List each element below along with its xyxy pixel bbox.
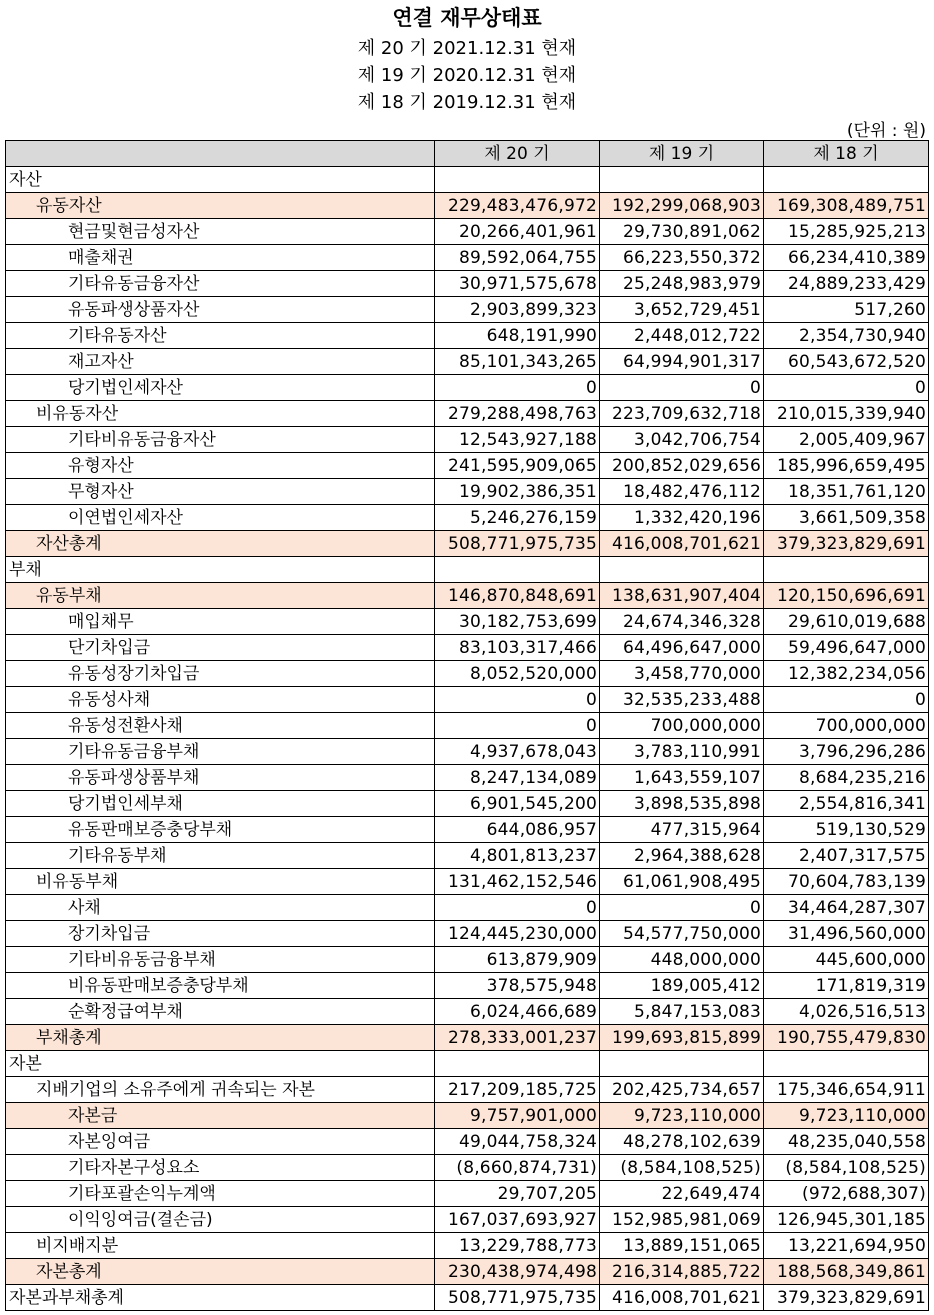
value-period-18: 60,543,672,520 (764, 349, 929, 375)
account-label: 유동판매보증충당부채 (6, 817, 435, 843)
value-period-18: (972,688,307) (764, 1181, 929, 1207)
account-label: 비유동판매보증충당부채 (6, 973, 435, 999)
value-period-18: 185,996,659,495 (764, 453, 929, 479)
value-period-18: 517,260 (764, 297, 929, 323)
value-period-18: 4,026,516,513 (764, 999, 929, 1025)
account-label: 유동자산 (6, 193, 435, 219)
table-row (6, 999, 929, 1025)
table-row (6, 843, 929, 869)
value-period-18: 2,354,730,940 (764, 323, 929, 349)
value-period-19: 54,577,750,000 (600, 921, 764, 947)
value-period-19: 189,005,412 (600, 973, 764, 999)
table-row (6, 531, 929, 557)
value-period-18: 210,015,339,940 (764, 401, 929, 427)
account-label: 유동부채 (6, 583, 435, 609)
value-period-19: 216,314,885,722 (600, 1259, 764, 1285)
table-row (6, 1103, 929, 1129)
value-period-19: 2,448,012,722 (600, 323, 764, 349)
value-period-19: 2,964,388,628 (600, 843, 764, 869)
table-row (6, 739, 929, 765)
value-period-20: 20,266,401,961 (435, 219, 600, 245)
account-label: 이연법인세자산 (6, 505, 435, 531)
value-period-20: 83,103,317,466 (435, 635, 600, 661)
table-row (6, 297, 929, 323)
value-period-19: 199,693,815,899 (600, 1025, 764, 1051)
value-period-20 (435, 1051, 600, 1077)
value-period-18: 12,382,234,056 (764, 661, 929, 687)
value-period-20: 278,333,001,237 (435, 1025, 600, 1051)
account-label: 기타유동금융자산 (6, 271, 435, 297)
account-label: 자본 (6, 1051, 435, 1077)
value-period-19: 13,889,151,065 (600, 1233, 764, 1259)
value-period-18: (8,584,108,525) (764, 1155, 929, 1181)
value-period-20: 30,182,753,699 (435, 609, 600, 635)
value-period-18: 3,661,509,358 (764, 505, 929, 531)
period-line-20: 제 20 기 2021.12.31 현재 (357, 38, 577, 59)
value-period-18: 2,407,317,575 (764, 843, 929, 869)
table-row (6, 713, 929, 739)
value-period-20: 0 (435, 375, 600, 401)
account-label: 기타자본구성요소 (6, 1155, 435, 1181)
value-period-19: 138,631,907,404 (600, 583, 764, 609)
account-label: 무형자산 (6, 479, 435, 505)
period-line-18: 제 18 기 2019.12.31 현재 (357, 92, 577, 113)
value-period-18: 48,235,040,558 (764, 1129, 929, 1155)
value-period-20: 378,575,948 (435, 973, 600, 999)
account-label: 자산총계 (6, 531, 435, 557)
value-period-18: 190,755,479,830 (764, 1025, 929, 1051)
account-label: 당기법인세부채 (6, 791, 435, 817)
account-label: 현금및현금성자산 (6, 219, 435, 245)
statement-title: 연결 재무상태표 (392, 6, 542, 30)
account-label: 재고자산 (6, 349, 435, 375)
value-period-19: 700,000,000 (600, 713, 764, 739)
value-period-18: 8,684,235,216 (764, 765, 929, 791)
account-label: 이익잉여금(결손금) (6, 1207, 435, 1233)
value-period-19: 66,223,550,372 (600, 245, 764, 271)
value-period-20: 146,870,848,691 (435, 583, 600, 609)
table-row (6, 1207, 929, 1233)
value-period-18: 0 (764, 687, 929, 713)
account-label: 자본금 (6, 1103, 435, 1129)
value-period-18 (764, 167, 929, 193)
account-label: 매입채무 (6, 609, 435, 635)
account-label: 자산 (6, 167, 435, 193)
table-row (6, 245, 929, 271)
table-row (6, 661, 929, 687)
value-period-19: 9,723,110,000 (600, 1103, 764, 1129)
value-period-19: 22,649,474 (600, 1181, 764, 1207)
table-row (6, 895, 929, 921)
account-label: 비유동자산 (6, 401, 435, 427)
balance-sheet-table (5, 140, 929, 1311)
value-period-18: 175,346,654,911 (764, 1077, 929, 1103)
table-row (6, 505, 929, 531)
value-period-18: 59,496,647,000 (764, 635, 929, 661)
value-period-20: 167,037,693,927 (435, 1207, 600, 1233)
account-label: 순확정급여부채 (6, 999, 435, 1025)
account-label: 자본총계 (6, 1259, 435, 1285)
table-row (6, 427, 929, 453)
value-period-19: 64,994,901,317 (600, 349, 764, 375)
table-row (6, 375, 929, 401)
table-row (6, 1155, 929, 1181)
value-period-20: 508,771,975,735 (435, 1285, 600, 1311)
value-period-19: 0 (600, 895, 764, 921)
value-period-20: 6,024,466,689 (435, 999, 600, 1025)
table-row (6, 921, 929, 947)
table-row (6, 401, 929, 427)
table-row (6, 1285, 929, 1311)
value-period-18: 0 (764, 375, 929, 401)
value-period-18: 2,554,816,341 (764, 791, 929, 817)
account-label: 사채 (6, 895, 435, 921)
value-period-19: 32,535,233,488 (600, 687, 764, 713)
value-period-20: 0 (435, 895, 600, 921)
value-period-18: 445,600,000 (764, 947, 929, 973)
value-period-19: 448,000,000 (600, 947, 764, 973)
value-period-18 (764, 557, 929, 583)
value-period-18: 24,889,233,429 (764, 271, 929, 297)
value-period-18: 120,150,696,691 (764, 583, 929, 609)
value-period-20: 89,592,064,755 (435, 245, 600, 271)
value-period-19 (600, 167, 764, 193)
value-period-20: 217,209,185,725 (435, 1077, 600, 1103)
table-row (6, 1025, 929, 1051)
value-period-19: 223,709,632,718 (600, 401, 764, 427)
account-label: 유동성전환사채 (6, 713, 435, 739)
value-period-20: 4,801,813,237 (435, 843, 600, 869)
table-row (6, 1129, 929, 1155)
value-period-18: 13,221,694,950 (764, 1233, 929, 1259)
account-label: 기타유동부채 (6, 843, 435, 869)
account-label: 자본과부채총계 (6, 1285, 435, 1311)
value-period-18: 2,005,409,967 (764, 427, 929, 453)
value-period-19: 5,847,153,083 (600, 999, 764, 1025)
account-label: 단기차입금 (6, 635, 435, 661)
value-period-18: 66,234,410,389 (764, 245, 929, 271)
header-account (6, 141, 435, 167)
table-row (6, 635, 929, 661)
value-period-20: 613,879,909 (435, 947, 600, 973)
value-period-20: 30,971,575,678 (435, 271, 600, 297)
value-period-19: 0 (600, 375, 764, 401)
value-period-20 (435, 557, 600, 583)
value-period-19 (600, 1051, 764, 1077)
header-period-20: 제 20 기 (435, 141, 600, 167)
table-row (6, 453, 929, 479)
value-period-18: 700,000,000 (764, 713, 929, 739)
value-period-20: 5,246,276,159 (435, 505, 600, 531)
account-label: 기타포괄손익누계액 (6, 1181, 435, 1207)
value-period-20: 12,543,927,188 (435, 427, 600, 453)
unit-label: (단위 : 원) (846, 121, 926, 141)
table-row (6, 349, 929, 375)
value-period-19: 152,985,981,069 (600, 1207, 764, 1233)
value-period-18: 188,568,349,861 (764, 1259, 929, 1285)
account-label: 기타유동자산 (6, 323, 435, 349)
value-period-20: 4,937,678,043 (435, 739, 600, 765)
value-period-18: 31,496,560,000 (764, 921, 929, 947)
value-period-20 (435, 167, 600, 193)
value-period-19: 3,652,729,451 (600, 297, 764, 323)
value-period-19 (600, 557, 764, 583)
account-label: 장기차입금 (6, 921, 435, 947)
account-label: 부채 (6, 557, 435, 583)
value-period-20: 241,595,909,065 (435, 453, 600, 479)
value-period-20: 648,191,990 (435, 323, 600, 349)
value-period-20: 0 (435, 713, 600, 739)
value-period-19: 25,248,983,979 (600, 271, 764, 297)
value-period-20: 124,445,230,000 (435, 921, 600, 947)
value-period-18: 169,308,489,751 (764, 193, 929, 219)
value-period-20: 131,462,152,546 (435, 869, 600, 895)
table-row (6, 791, 929, 817)
value-period-19: 1,332,420,196 (600, 505, 764, 531)
value-period-19: 18,482,476,112 (600, 479, 764, 505)
account-label: 비지배지분 (6, 1233, 435, 1259)
value-period-20: 8,052,520,000 (435, 661, 600, 687)
account-label: 당기법인세자산 (6, 375, 435, 401)
table-row (6, 583, 929, 609)
value-period-20: 644,086,957 (435, 817, 600, 843)
table-body (6, 167, 929, 1311)
account-label: 비유동부채 (6, 869, 435, 895)
value-period-19: 3,783,110,991 (600, 739, 764, 765)
table-row (6, 609, 929, 635)
account-label: 유동성사채 (6, 687, 435, 713)
table-row (6, 557, 929, 583)
value-period-20: 6,901,545,200 (435, 791, 600, 817)
value-period-19: 416,008,701,621 (600, 531, 764, 557)
value-period-20: 85,101,343,265 (435, 349, 600, 375)
value-period-18: 70,604,783,139 (764, 869, 929, 895)
value-period-20: 9,757,901,000 (435, 1103, 600, 1129)
table-row (6, 479, 929, 505)
value-period-19: 24,674,346,328 (600, 609, 764, 635)
value-period-19: 48,278,102,639 (600, 1129, 764, 1155)
value-period-19: 64,496,647,000 (600, 635, 764, 661)
value-period-20: 508,771,975,735 (435, 531, 600, 557)
account-label: 지배기업의 소유주에게 귀속되는 자본 (6, 1077, 435, 1103)
value-period-19: (8,584,108,525) (600, 1155, 764, 1181)
value-period-20: 2,903,899,323 (435, 297, 600, 323)
value-period-19: 3,042,706,754 (600, 427, 764, 453)
table-row (6, 1259, 929, 1285)
account-label: 부채총계 (6, 1025, 435, 1051)
account-label: 기타비유동금융자산 (6, 427, 435, 453)
header-period-19: 제 19 기 (600, 141, 764, 167)
account-label: 유동성장기차입금 (6, 661, 435, 687)
value-period-18: 18,351,761,120 (764, 479, 929, 505)
value-period-20: 13,229,788,773 (435, 1233, 600, 1259)
value-period-18: 29,610,019,688 (764, 609, 929, 635)
value-period-19: 3,458,770,000 (600, 661, 764, 687)
account-label: 기타비유동금융부채 (6, 947, 435, 973)
value-period-20: 229,483,476,972 (435, 193, 600, 219)
table-row (6, 1181, 929, 1207)
value-period-19: 202,425,734,657 (600, 1077, 764, 1103)
value-period-18: 171,819,319 (764, 973, 929, 999)
table-row (6, 869, 929, 895)
value-period-19: 192,299,068,903 (600, 193, 764, 219)
account-label: 매출채권 (6, 245, 435, 271)
period-line-19: 제 19 기 2020.12.31 현재 (357, 65, 577, 86)
account-label: 유동파생상품자산 (6, 297, 435, 323)
value-period-19: 61,061,908,495 (600, 869, 764, 895)
value-period-19: 29,730,891,062 (600, 219, 764, 245)
table-row (6, 219, 929, 245)
value-period-18: 15,285,925,213 (764, 219, 929, 245)
header-period-18: 제 18 기 (764, 141, 929, 167)
value-period-18: 379,323,829,691 (764, 1285, 929, 1311)
value-period-19: 477,315,964 (600, 817, 764, 843)
table-row (6, 1233, 929, 1259)
table-row (6, 817, 929, 843)
value-period-19: 416,008,701,621 (600, 1285, 764, 1311)
value-period-18: 126,945,301,185 (764, 1207, 929, 1233)
account-label: 기타유동금융부채 (6, 739, 435, 765)
value-period-20: 19,902,386,351 (435, 479, 600, 505)
table-header-row (6, 141, 929, 167)
table-row (6, 1051, 929, 1077)
value-period-20: 49,044,758,324 (435, 1129, 600, 1155)
table-row (6, 193, 929, 219)
value-period-18: 379,323,829,691 (764, 531, 929, 557)
value-period-18: 34,464,287,307 (764, 895, 929, 921)
table-row (6, 973, 929, 999)
table-row (6, 765, 929, 791)
account-label: 자본잉여금 (6, 1129, 435, 1155)
account-label: 유형자산 (6, 453, 435, 479)
value-period-19: 1,643,559,107 (600, 765, 764, 791)
account-label: 유동파생상품부채 (6, 765, 435, 791)
value-period-20: 279,288,498,763 (435, 401, 600, 427)
table-row (6, 687, 929, 713)
value-period-18: 519,130,529 (764, 817, 929, 843)
value-period-18: 3,796,296,286 (764, 739, 929, 765)
table-row (6, 271, 929, 297)
value-period-20: 230,438,974,498 (435, 1259, 600, 1285)
table-row (6, 947, 929, 973)
value-period-20: 29,707,205 (435, 1181, 600, 1207)
value-period-18 (764, 1051, 929, 1077)
value-period-20: (8,660,874,731) (435, 1155, 600, 1181)
table-row (6, 323, 929, 349)
value-period-19: 3,898,535,898 (600, 791, 764, 817)
value-period-19: 200,852,029,656 (600, 453, 764, 479)
table-row (6, 1077, 929, 1103)
value-period-18: 9,723,110,000 (764, 1103, 929, 1129)
value-period-20: 0 (435, 687, 600, 713)
table-row (6, 167, 929, 193)
value-period-20: 8,247,134,089 (435, 765, 600, 791)
